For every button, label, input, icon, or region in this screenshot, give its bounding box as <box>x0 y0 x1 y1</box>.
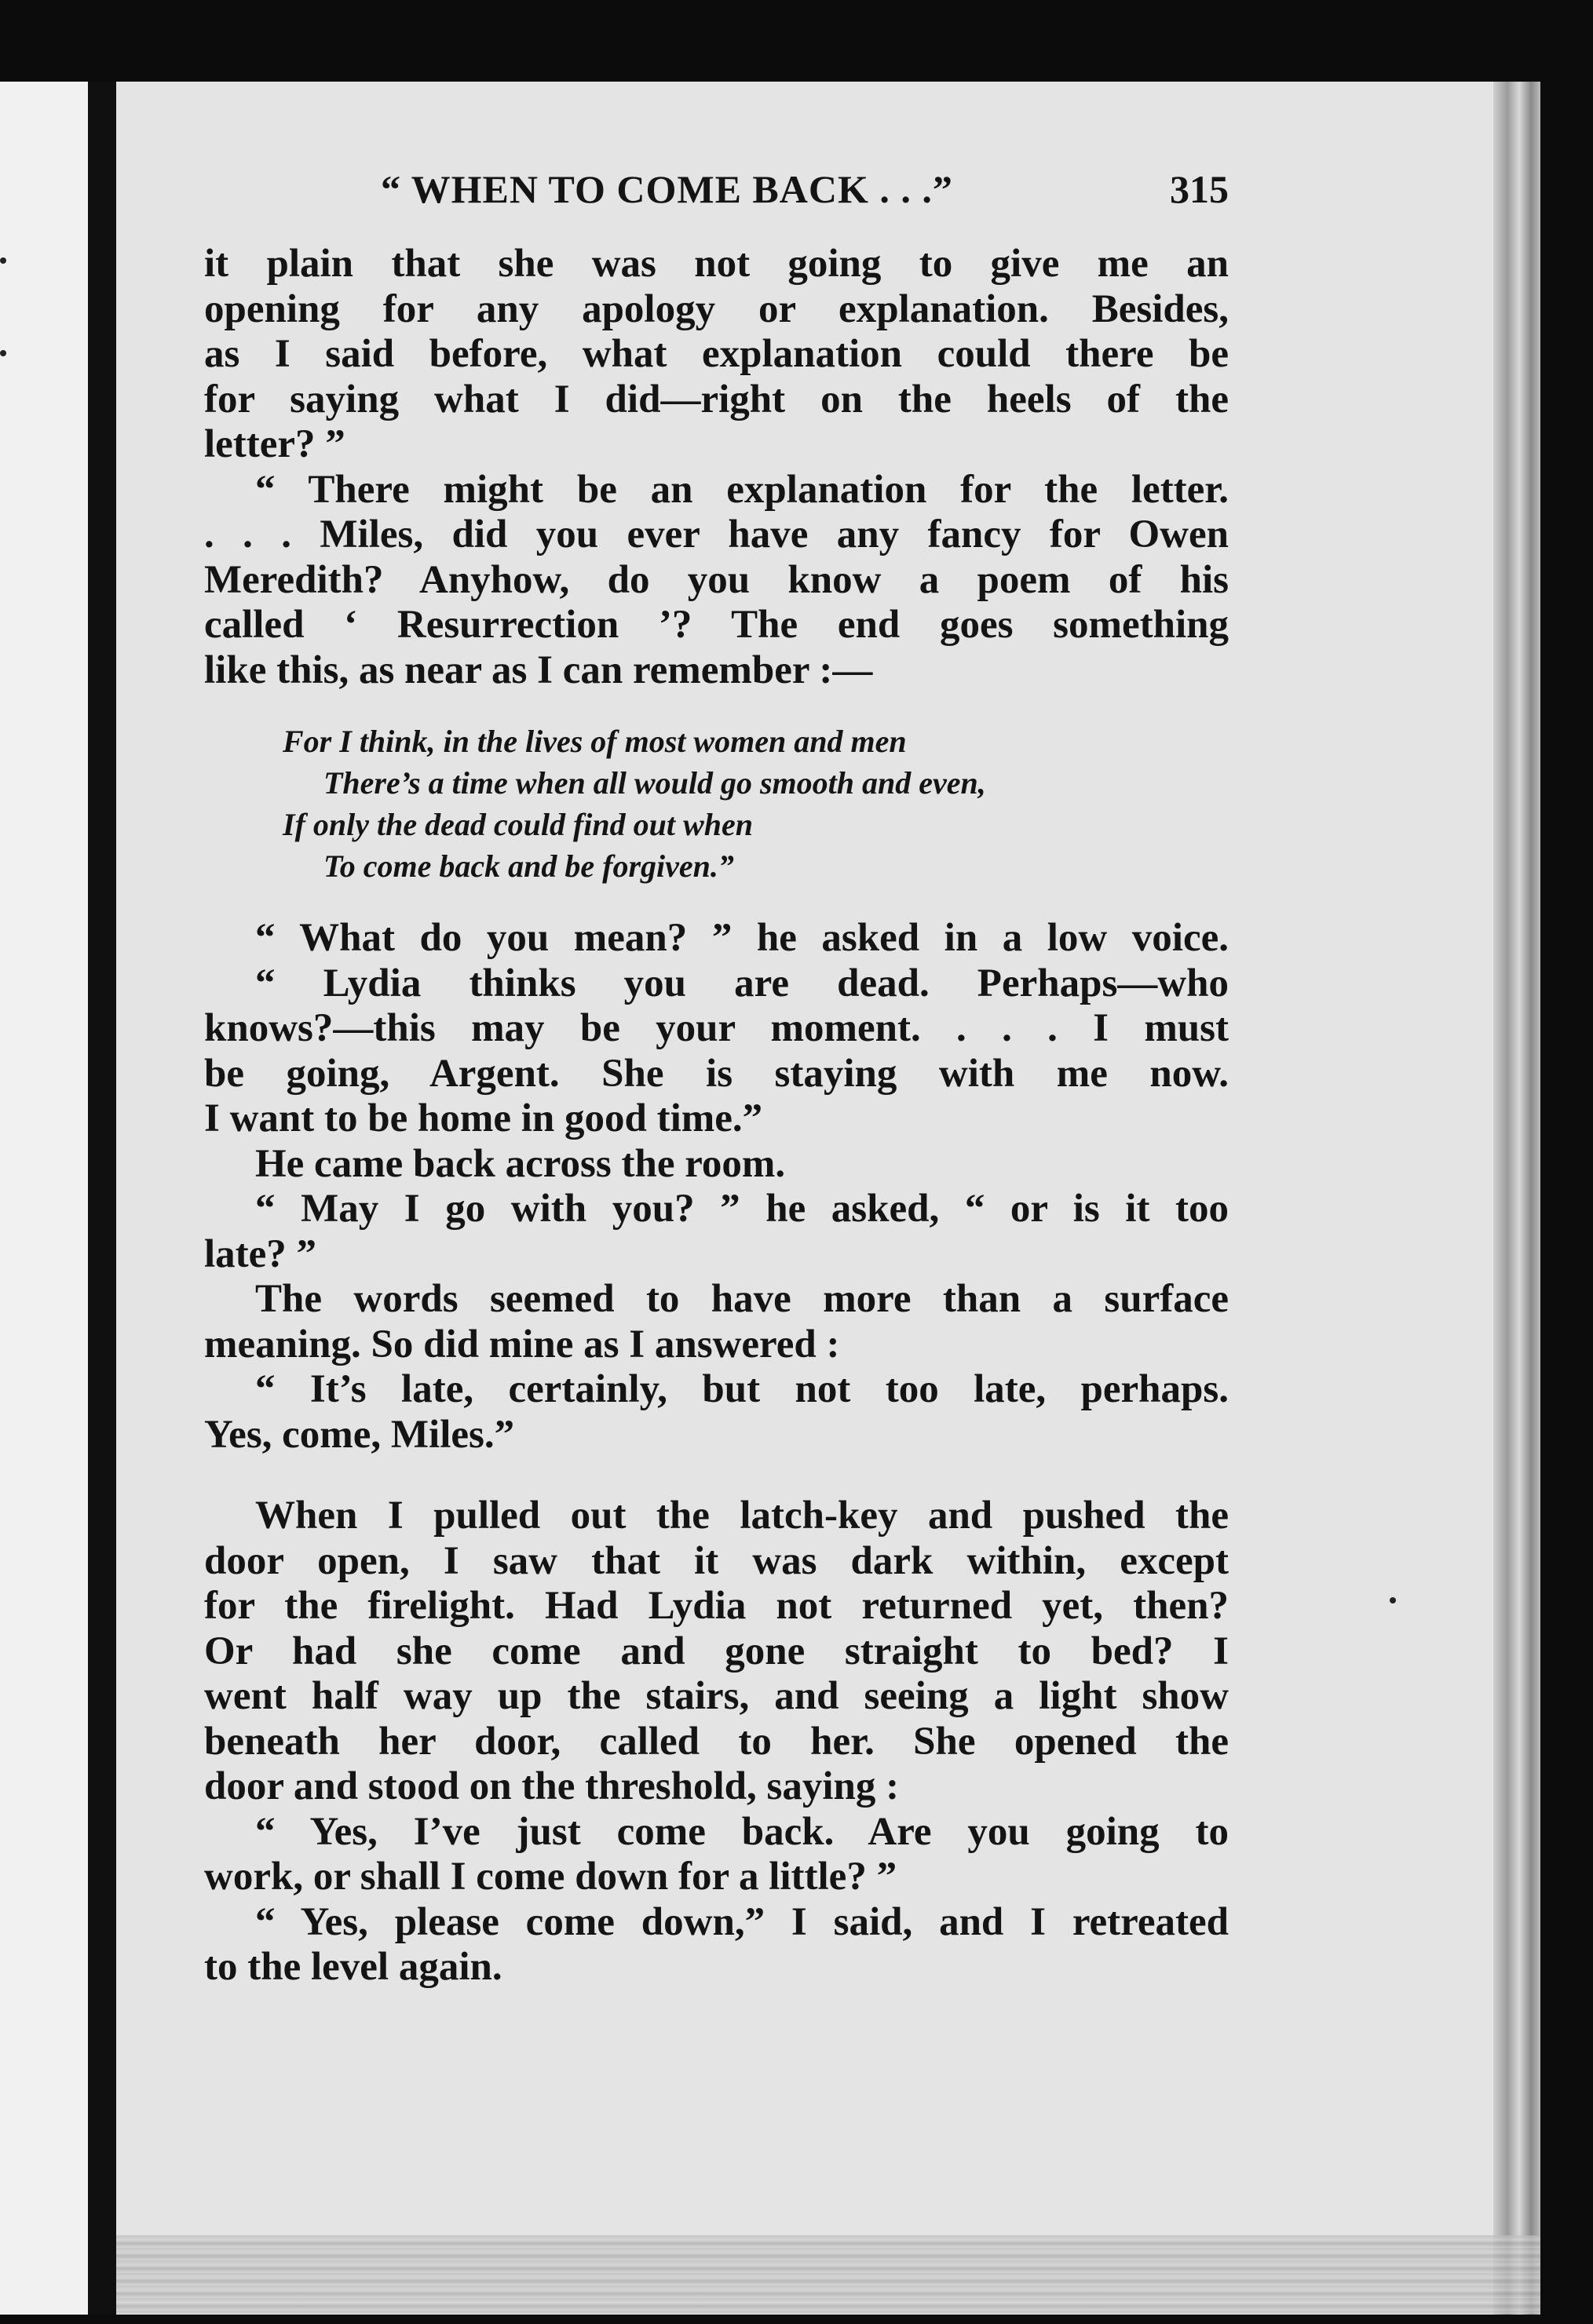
text-block-3 <box>204 1494 1229 1990</box>
text-line: for the firelight. Had Lydia not returned yet, then? <box>204 1584 1229 1628</box>
speck-mark <box>1390 1597 1396 1603</box>
speck-mark <box>0 257 6 264</box>
text-line: “ What do you mean? ” he asked in a low voice. <box>255 916 1229 960</box>
text-line: . . . Miles, did you ever have any fancy for Owen <box>204 513 1229 556</box>
speck-mark <box>0 350 6 356</box>
text-line: letter? ” <box>204 422 345 466</box>
text-line: called ‘ Resurrection ’? The end goes something <box>204 603 1229 647</box>
text-line: “ May I go with you? ” he asked, “ or is it too <box>255 1187 1229 1231</box>
text-line: knows?—this may be your moment. . . . I must <box>204 1006 1229 1050</box>
text-line: for saying what I did—right on the heels of the <box>204 377 1229 421</box>
facing-page-edge <box>0 82 88 2315</box>
text-line: be going, Argent. She is staying with me now. <box>204 1051 1229 1096</box>
verse-line: There’s a time when all would go smooth and even, <box>323 765 986 801</box>
text-line: “ It’s late, certainly, but not too late, perhaps. <box>255 1367 1229 1411</box>
text-line: as I said before, what explanation could there be <box>204 332 1229 376</box>
page-header <box>204 166 1229 213</box>
book-gutter <box>88 82 116 2315</box>
text-line: “ Yes, I’ve just come back. Are you going to <box>255 1809 1229 1854</box>
text-line: “ There might be an explanation for the letter. <box>255 467 1229 512</box>
text-line: Or had she come and gone straight to bed? I <box>204 1629 1229 1673</box>
text-line: The words seemed to have more than a surface <box>255 1277 1229 1321</box>
text-block-2 <box>204 916 1229 1458</box>
verse-quotation <box>283 721 986 887</box>
text-block-1 <box>204 242 1229 693</box>
text-line: When I pulled out the latch-key and pushed the <box>255 1494 1229 1538</box>
text-line: it plain that she was not going to give me an <box>204 242 1229 286</box>
text-line: went half way up the stairs, and seeing a light show <box>204 1674 1229 1718</box>
text-line: Meredith? Anyhow, do you know a poem of his <box>204 557 1229 602</box>
text-line: “ Lydia thinks you are dead. Perhaps—who <box>255 961 1229 1005</box>
running-head: “ WHEN TO COME BACK . . .” <box>381 167 953 211</box>
page-fore-edge <box>1493 82 1540 2315</box>
text-line: opening for any apology or explanation. Besides, <box>204 286 1229 331</box>
text-line: to the level again. <box>204 1945 502 1989</box>
verse-line: If only the dead could find out when <box>283 807 753 842</box>
text-line: late? ” <box>204 1231 317 1276</box>
text-line: door open, I saw that it was dark within, except <box>204 1538 1229 1583</box>
text-line: door and stood on the threshold, saying : <box>204 1764 900 1808</box>
text-line: meaning. So did mine as I answered : <box>204 1322 840 1366</box>
page-bottom-edge <box>116 2235 1540 2314</box>
text-line: like this, as near as I can remember :— <box>204 648 873 692</box>
text-line: “ Yes, please come down,” I said, and I retreated <box>255 1899 1229 1944</box>
text-line: I want to be home in good time.” <box>204 1096 763 1140</box>
text-line: Yes, come, Miles.” <box>204 1412 515 1457</box>
verse-line: For I think, in the lives of most women and men <box>283 724 907 759</box>
text-line: beneath her door, called to her. She opened the <box>204 1719 1229 1764</box>
page-number: 315 <box>1170 167 1229 211</box>
text-line: work, or shall I come down for a little? ” <box>204 1855 897 1899</box>
verse-line: To come back and be forgiven.” <box>323 848 734 884</box>
text-line: He came back across the room. <box>255 1141 786 1186</box>
